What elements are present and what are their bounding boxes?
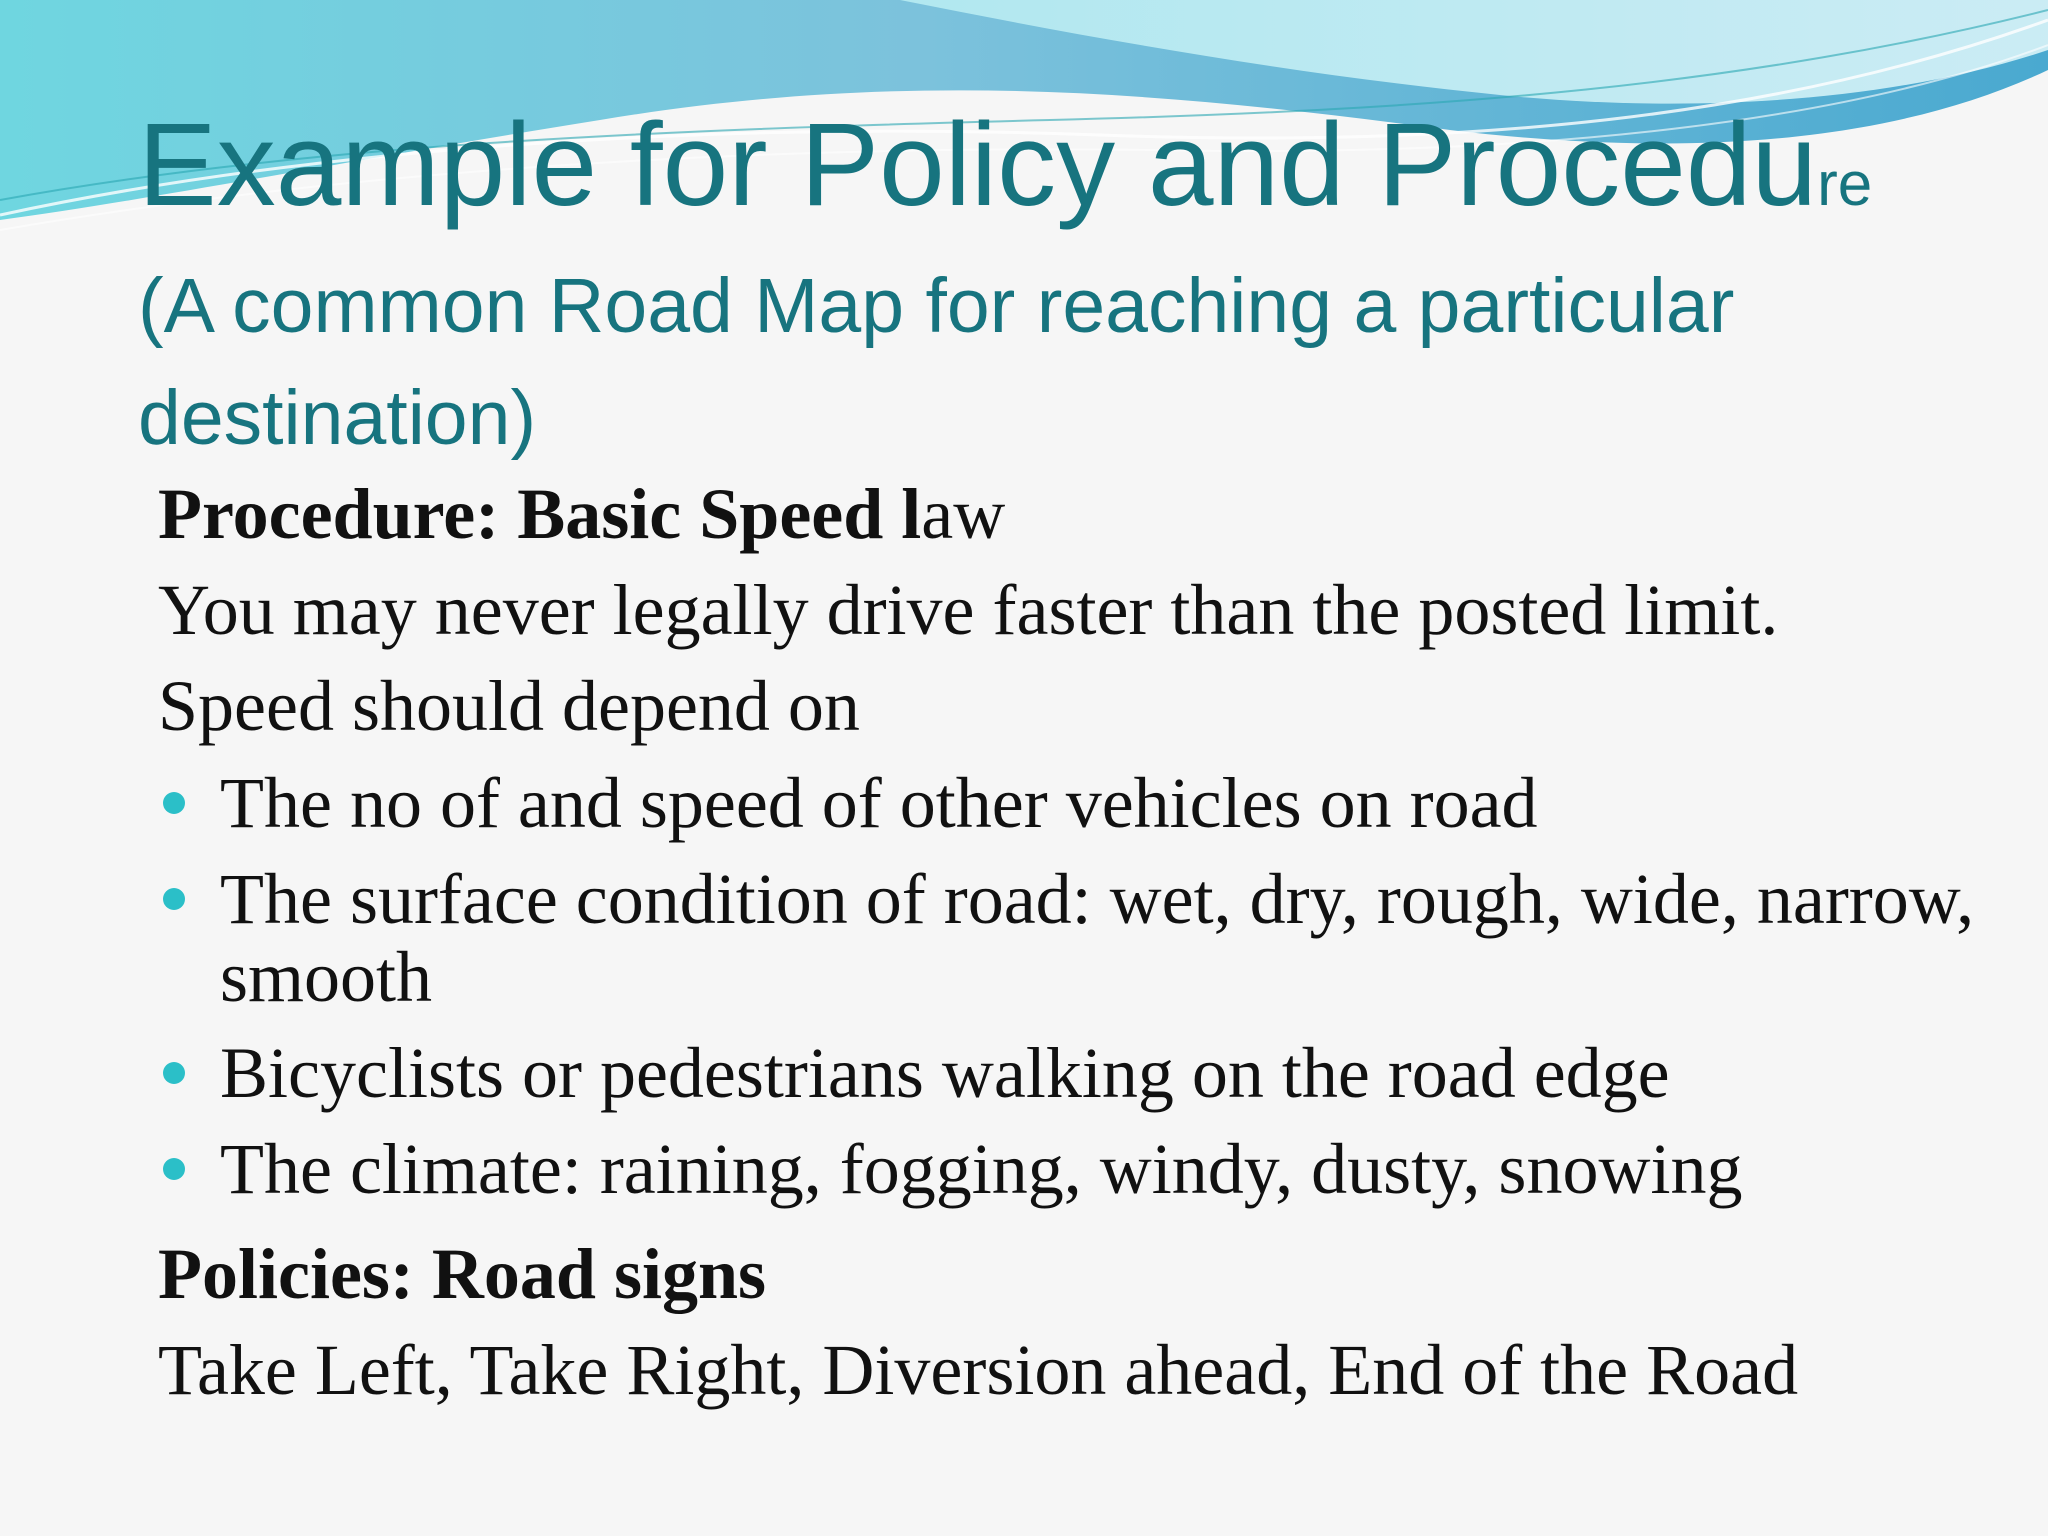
procedure-heading-rest: aw bbox=[921, 474, 1006, 554]
procedure-bullet-list bbox=[158, 764, 2008, 1208]
procedure-heading-bold: Procedure: Basic Speed l bbox=[158, 474, 922, 554]
list-item bbox=[158, 1130, 2008, 1208]
slide-title bbox=[138, 100, 2018, 250]
procedure-line-2: Speed should depend on bbox=[158, 666, 860, 746]
slide-title-main: Example for Policy and Procedu bbox=[138, 99, 1818, 231]
policies-heading: Policies: Road signs bbox=[158, 1234, 767, 1314]
list-item bbox=[158, 860, 2008, 1016]
list-item bbox=[158, 764, 2008, 842]
bullet-dot-icon bbox=[163, 1062, 185, 1084]
list-item-text: The climate: raining, fogging, windy, dusty, snowing bbox=[220, 1129, 1743, 1209]
bullet-dot-icon bbox=[163, 792, 185, 814]
list-item-text: The surface condition of road: wet, dry, rough, wide, narrow, smooth bbox=[220, 859, 1975, 1017]
list-item-text: The no of and speed of other vehicles on road bbox=[220, 763, 1538, 843]
slide-subtitle: (A common Road Map for reaching a particular destination) bbox=[138, 263, 1735, 461]
bullet-dot-icon bbox=[163, 1158, 185, 1180]
slide-title-suffix: re bbox=[1817, 150, 1873, 219]
procedure-line-1: You may never legally drive faster than the posted limit. bbox=[158, 570, 1779, 650]
policies-line: Take Left, Take Right, Diversion ahead, End of the Road bbox=[158, 1330, 1799, 1410]
bullet-dot-icon bbox=[163, 888, 185, 910]
slide-body bbox=[158, 466, 2008, 1418]
list-item bbox=[158, 1034, 2008, 1112]
procedure-heading bbox=[158, 466, 2008, 562]
slide-title-block bbox=[138, 100, 2018, 474]
list-item-text: Bicyclists or pedestrians walking on the road edge bbox=[220, 1033, 1670, 1113]
